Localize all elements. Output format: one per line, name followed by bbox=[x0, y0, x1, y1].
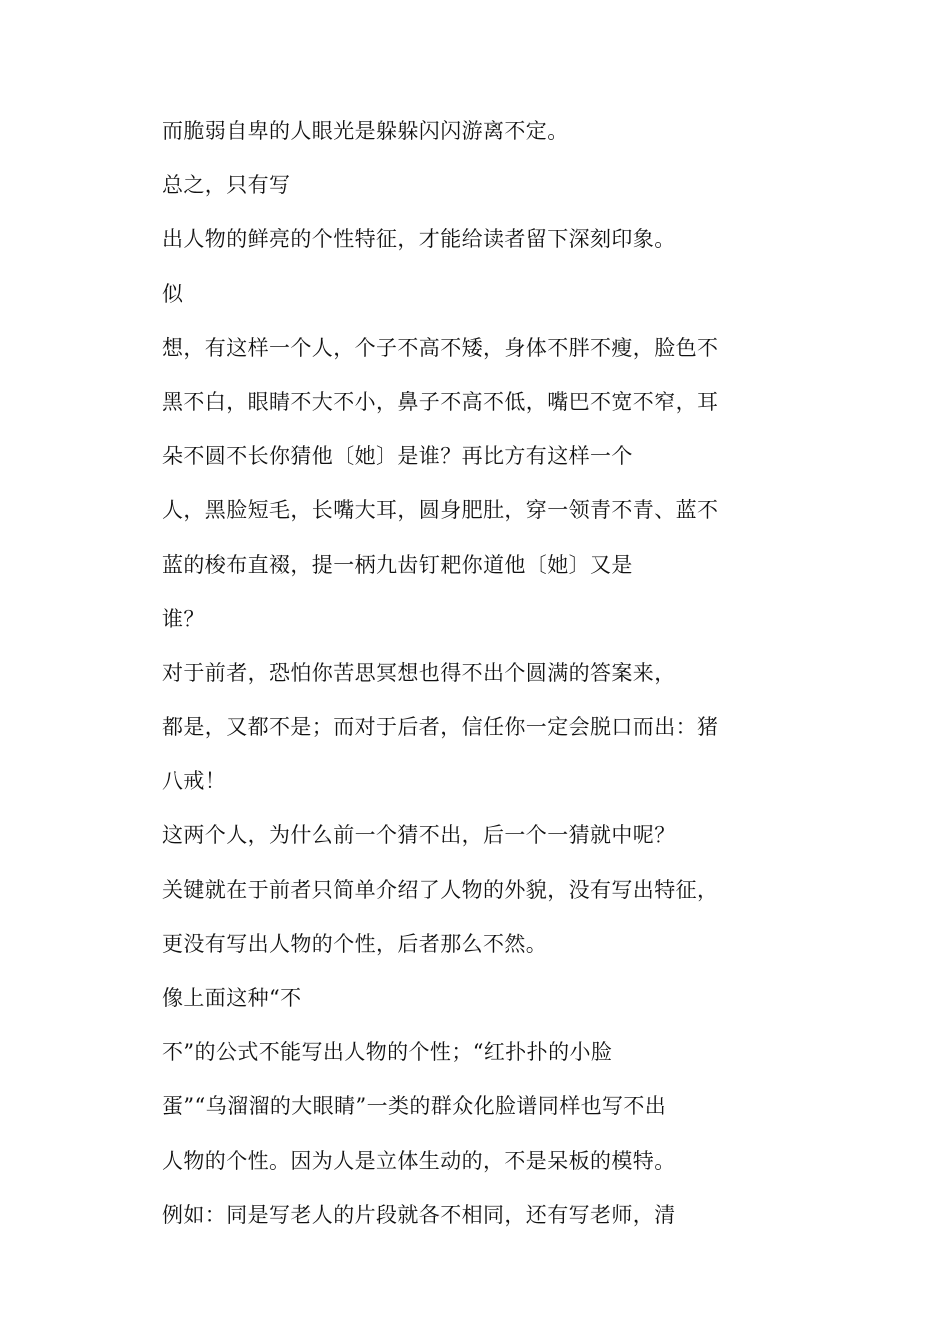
text-line-11: 对于前者，恐怕你苦思冥想也得不出个圆满的答案来， bbox=[162, 660, 676, 685]
text-line-14: 这两个人，为什么前一个猜不出，后一个一猜就中呢？ bbox=[162, 823, 676, 848]
text-line-4: 似 bbox=[162, 281, 184, 306]
text-line-20: 人物的个性。因为人是立体生动的，不是呆板的模特。 bbox=[162, 1148, 676, 1173]
text-line-21: 例如：同是写老人的片段就各不相同，还有写老师，清 bbox=[162, 1202, 676, 1227]
text-line-12: 都是，又都不是；而对于后者，信任你一定会脱口而出：猪 bbox=[162, 715, 719, 740]
text-line-17: 像上面这种“不 bbox=[162, 986, 302, 1010]
body-text bbox=[162, 108, 782, 1246]
text-line-1: 而脆弱自卑的人眼光是躲躲闪闪游离不定。 bbox=[162, 119, 569, 143]
text-line-9: 蓝的梭布直裰，提一柄九齿钉耙你道他〔她〕又是 bbox=[162, 552, 633, 577]
text-line-10: 谁？ bbox=[162, 606, 205, 631]
text-line-8: 人，黑脸短毛，长嘴大耳，圆身肥肚，穿一领青不青、蓝不 bbox=[162, 498, 719, 523]
text-line-5: 想，有这样一个人，个子不高不矮，身体不胖不瘦，脸色不 bbox=[162, 335, 719, 360]
text-line-18: 不”的公式不能写出人物的个性；“红扑扑的小脸 bbox=[162, 1040, 613, 1065]
text-line-13: 八戒！ bbox=[162, 769, 227, 794]
text-line-6: 黑不白，眼睛不大不小，鼻子不高不低，嘴巴不宽不窄，耳 bbox=[162, 389, 719, 414]
text-line-19: 蛋”“乌溜溜的大眼睛”一类的群众化脸谱同样也写不出 bbox=[162, 1094, 667, 1119]
text-line-2: 总之，只有写 bbox=[162, 173, 291, 198]
text-line-7: 朵不圆不长你猜他〔她〕是谁？再比方有这样一个 bbox=[162, 444, 633, 469]
text-line-16: 更没有写出人物的个性，后者那么不然。 bbox=[162, 931, 548, 956]
text-line-3: 出人物的鲜亮的个性特征，才能给读者留下深刻印象。 bbox=[162, 227, 676, 252]
text-line-15: 关键就在于前者只简单介绍了人物的外貌，没有写出特征， bbox=[162, 877, 719, 902]
